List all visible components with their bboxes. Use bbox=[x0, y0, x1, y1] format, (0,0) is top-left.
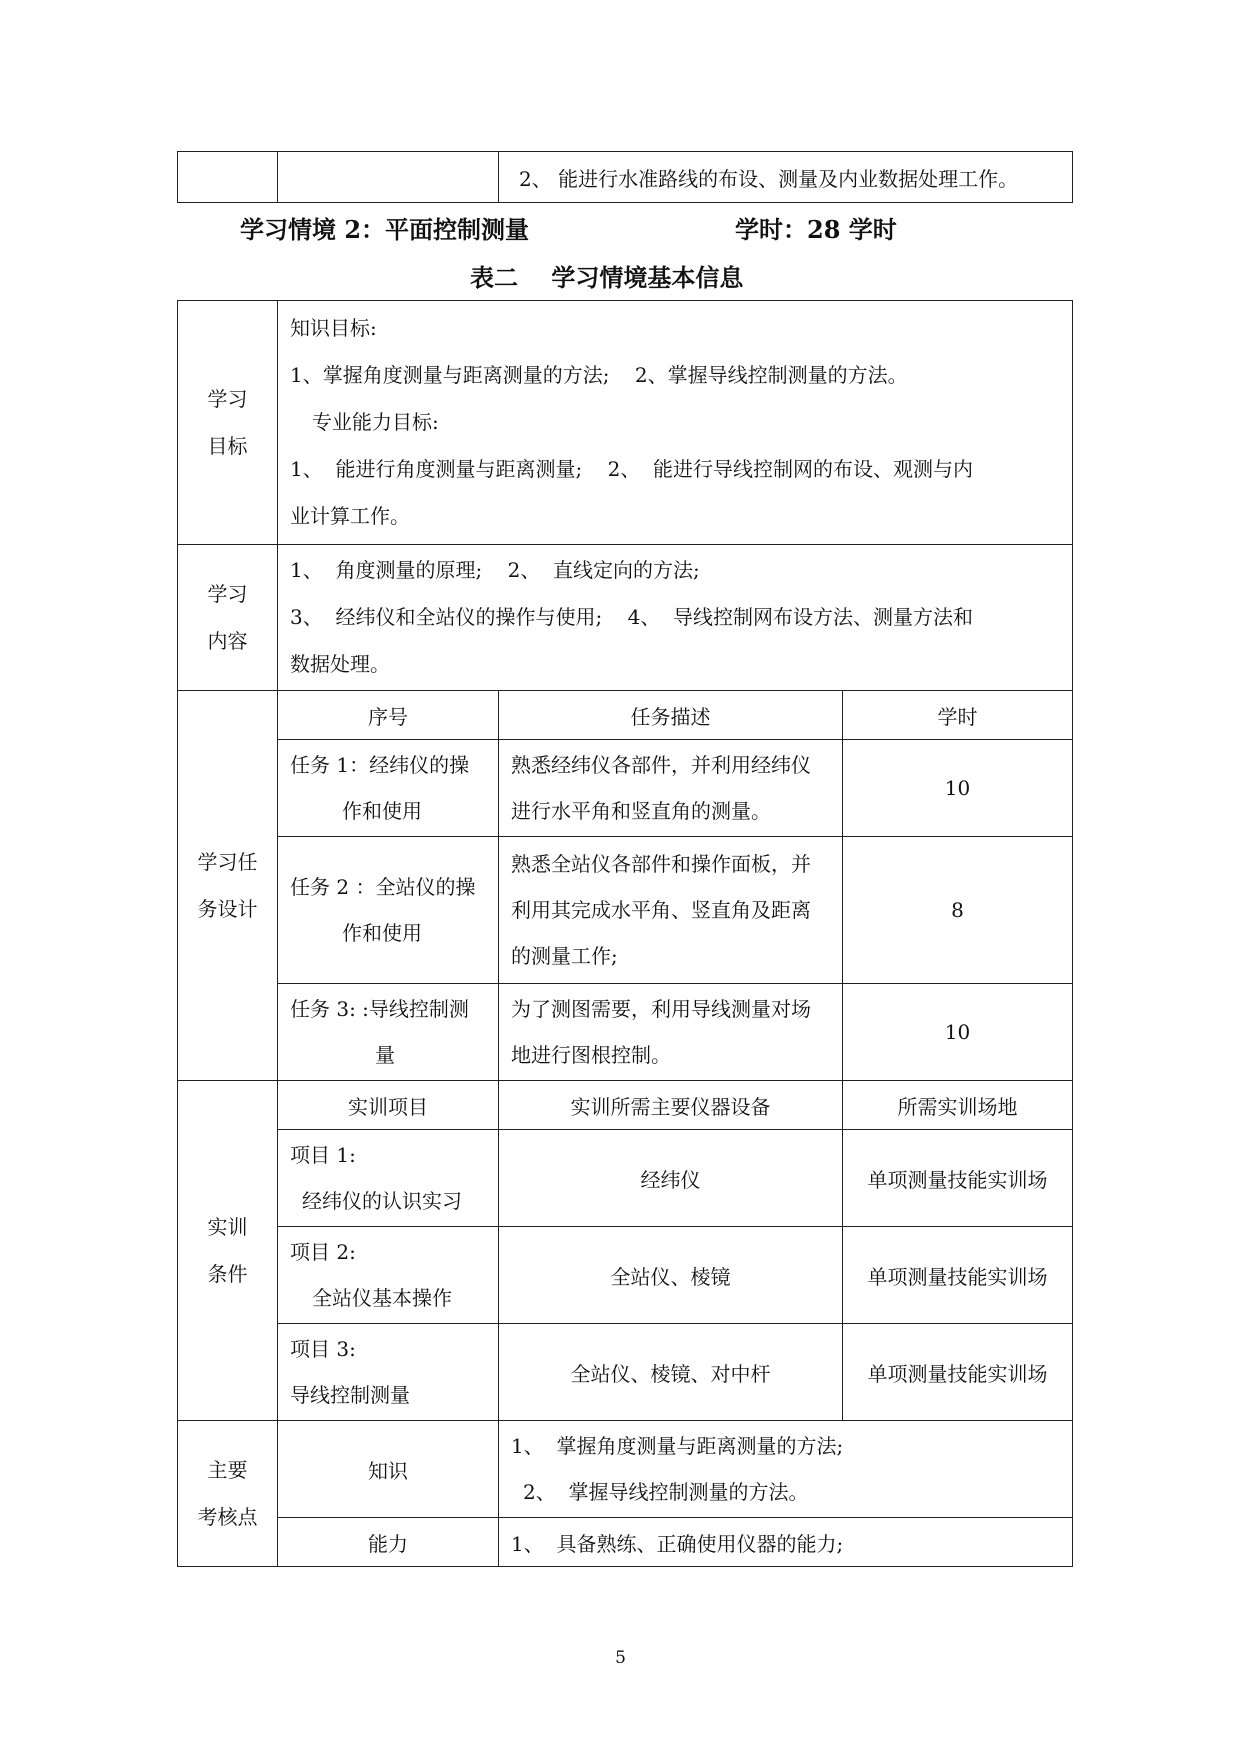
situation-hours: 学时：28 学时 bbox=[735, 215, 897, 244]
goals-content: 知识目标: 1、掌握角度测量与距离测量的方法; 2、掌握导线控制测量的方法。 专业能力目标: 1、 能进行角度测量与距离测量; 2、 能进行导线控制网的布设、观测与内 业计算工作。 bbox=[278, 301, 1073, 545]
training-equipment: 全站仪、棱镜 bbox=[499, 1227, 843, 1324]
table-row bbox=[178, 1518, 1073, 1567]
task-hours: 8 bbox=[843, 837, 1073, 984]
task-hours: 10 bbox=[843, 984, 1073, 1081]
table-row bbox=[178, 740, 1073, 837]
table-row bbox=[178, 301, 1073, 545]
training-equipment: 全站仪、棱镜、对中杆 bbox=[499, 1324, 843, 1421]
table-title: 表二 学习情境基本信息 bbox=[470, 263, 744, 292]
page-number: 5 bbox=[615, 1648, 626, 1668]
table-row bbox=[178, 837, 1073, 984]
situation-info-table bbox=[177, 300, 1073, 1567]
training-site: 单项测量技能实训场 bbox=[843, 1130, 1073, 1227]
task-name: 任务 3: :导线控制测 量 bbox=[278, 984, 499, 1081]
assessment-label: 主要 考核点 bbox=[178, 1421, 278, 1567]
table-row bbox=[178, 1324, 1073, 1421]
assessment-ability: 1、 具备熟练、正确使用仪器的能力; bbox=[499, 1518, 1073, 1567]
training-header-equipment: 实训所需主要仪器设备 bbox=[499, 1081, 843, 1130]
table-row bbox=[178, 691, 1073, 740]
table-row bbox=[178, 545, 1073, 691]
assessment-knowledge-label: 知识 bbox=[278, 1421, 499, 1518]
training-header-site: 所需实训场地 bbox=[843, 1081, 1073, 1130]
table-row bbox=[178, 1130, 1073, 1227]
task-desc: 为了测图需要，利用导线测量对场 地进行图根控制。 bbox=[499, 984, 843, 1081]
training-item: 项目 1: 经纬仪的认识实习 bbox=[278, 1130, 499, 1227]
table-row bbox=[178, 1227, 1073, 1324]
training-item: 项目 3: 导线控制测量 bbox=[278, 1324, 499, 1421]
training-label: 实训 条件 bbox=[178, 1081, 278, 1421]
top-continuation-table bbox=[177, 151, 1073, 203]
training-item: 项目 2: 全站仪基本操作 bbox=[278, 1227, 499, 1324]
task-name: 任务 2 ：全站仪的操 作和使用 bbox=[278, 837, 499, 984]
tasks-header-hours: 学时 bbox=[843, 691, 1073, 740]
assessment-knowledge: 1、 掌握角度测量与距离测量的方法; 2、 掌握导线控制测量的方法。 bbox=[499, 1421, 1073, 1518]
tasks-label: 学习任 务设计 bbox=[178, 691, 278, 1081]
task-hours: 10 bbox=[843, 740, 1073, 837]
situation-title: 学习情境 2：平面控制测量 bbox=[240, 215, 530, 244]
training-header-item: 实训项目 bbox=[278, 1081, 499, 1130]
task-desc: 熟悉全站仪各部件和操作面板，并 利用其完成水平角、竖直角及距离 的测量工作; bbox=[499, 837, 843, 984]
table-row bbox=[178, 984, 1073, 1081]
top-row-text: 2、 能进行水准路线的布设、测量及内业数据处理工作。 bbox=[499, 152, 1073, 203]
content-content: 1、 角度测量的原理; 2、 直线定向的方法; 3、 经纬仪和全站仪的操作与使用; 4、 导线控制网布设方法、测量方法和 数据处理。 bbox=[278, 545, 1073, 691]
tasks-header-no: 序号 bbox=[278, 691, 499, 740]
task-desc: 熟悉经纬仪各部件，并利用经纬仪 进行水平角和竖直角的测量。 bbox=[499, 740, 843, 837]
table-row bbox=[178, 1421, 1073, 1518]
goals-label: 学习 目标 bbox=[178, 301, 278, 545]
training-equipment: 经纬仪 bbox=[499, 1130, 843, 1227]
assessment-ability-label: 能力 bbox=[278, 1518, 499, 1567]
table-row bbox=[178, 1081, 1073, 1130]
tasks-header-desc: 任务描述 bbox=[499, 691, 843, 740]
content-label: 学习 内容 bbox=[178, 545, 278, 691]
task-name: 任务 1：经纬仪的操 作和使用 bbox=[278, 740, 499, 837]
table-row bbox=[178, 152, 1073, 203]
training-site: 单项测量技能实训场 bbox=[843, 1227, 1073, 1324]
training-site: 单项测量技能实训场 bbox=[843, 1324, 1073, 1421]
